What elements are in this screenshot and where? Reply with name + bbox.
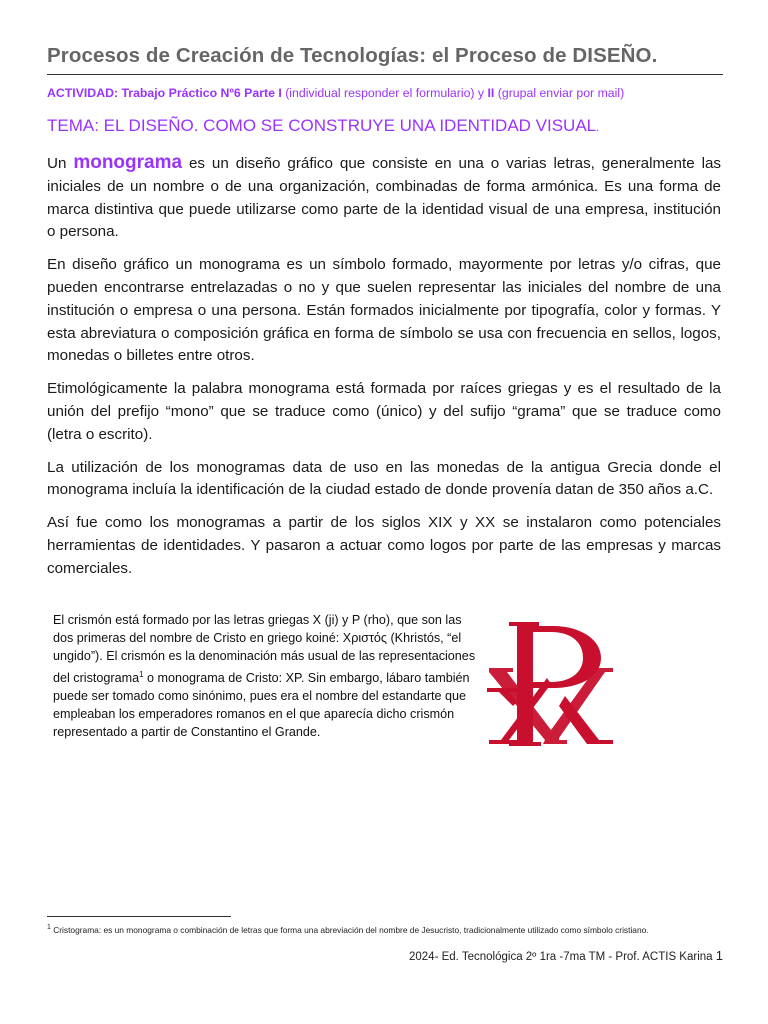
chi-rho-text-after: o monograma de Cristo: XP. Sin embargo, lábaro también puede ser tomado como sinónimo, pues era el nombre del estandarte que empleaban los emperadores romanos en el que aparecía dicho crismón representado a partir de Constantino el Grande. [53, 670, 470, 740]
footnote-divider [47, 916, 231, 917]
tema-heading [47, 116, 599, 136]
activity-part2-note: (grupal enviar por mail) [494, 86, 625, 100]
paragraph-4: La utilización de los monogramas data de uso en las monedas de la antigua Grecia donde el monograma incluía la identificación de la ciudad estado de donde provenía datan de 350 años a.C. [47, 458, 721, 499]
footnote-mark: 1 [47, 924, 51, 931]
paragraph-2: En diseño gráfico un monograma es un símbolo formado, mayormente por letras y/o cifras, que pueden encontrarse entrelazadas o no y que suelen representar las iniciales del nombre de una institución o empresa o una persona. Están formados inicialmente por tipografía, color y formas. Y esta abreviatura o composición gráfica en forma de símbolo se usa con frecuencia en sellos, logos, monedas o billetes entre otros. [47, 256, 721, 365]
footer-text: 2024- Ed. Tecnológica 2º 1ra -7ma TM - Prof. ACTIS Karina [409, 951, 713, 963]
tema-dot: . [596, 122, 600, 134]
paragraph-1-rest: es un diseño gráfico que consiste en una o varias letras, generalmente las iniciales de un nombre o de una organización, combinadas de forma armónica. Es una forma de marca distintiva que puede utilizarse como parte de la identidad visual de una empresa, institución o persona. [47, 155, 721, 241]
paragraph-5: Así fue como los monogramas a partir de los siglos XIX y XX se instalaron como potenciales herramientas de identidades. Y pasaron a actuar como logos por parte de las empresas y marcas comerciales. [47, 514, 721, 577]
activity-part1-note: (individual responder el formulario) y [281, 86, 488, 100]
chi-rho-description [53, 611, 483, 742]
page-footer [409, 948, 723, 963]
page-title: Procesos de Creación de Tecnologías: el Proceso de DISEÑO. [47, 44, 723, 75]
footnote-reference[interactable]: 1 [139, 669, 144, 679]
chi-rho-text-before: El crismón está formado por las letras griegas X (ji) y P (rho), que son las dos primeras del nombre de Cristo en griego koiné: Χριστός (Khristós, “el ungido”). El crismón es la denominación más usual de las representaciones del cristograma [53, 613, 476, 685]
monograma-keyword: monograma [73, 152, 183, 173]
paragraph-1 [47, 152, 721, 244]
tema-text: TEMA: EL DISEÑO. COMO SE CONSTRUYE UNA IDENTIDAD VISUAL [47, 116, 597, 135]
activity-part2-label: II [487, 86, 495, 100]
chi-rho-symbol-icon [487, 610, 615, 752]
footnote [47, 922, 723, 936]
body-text [47, 152, 721, 591]
activity-line [47, 86, 624, 100]
page-number: 1 [715, 948, 723, 963]
paragraph-1-prefix: Un [47, 155, 74, 172]
paragraph-3: Etimológicamente la palabra monograma está formada por raíces griegas y es el resultado de la unión del prefijo “mono” que se traduce como (único) y del sufijo “grama” que se traduce como (letra o escrito). [47, 380, 721, 443]
activity-label: ACTIVIDAD: Trabajo Práctico Nº6 Parte I [47, 86, 282, 100]
footnote-text: Cristograma: es un monograma o combinación de letras que forma una abreviación del nombre de Jesucristo, tradicionalmente utilizado como símbolo cristiano. [50, 924, 649, 935]
